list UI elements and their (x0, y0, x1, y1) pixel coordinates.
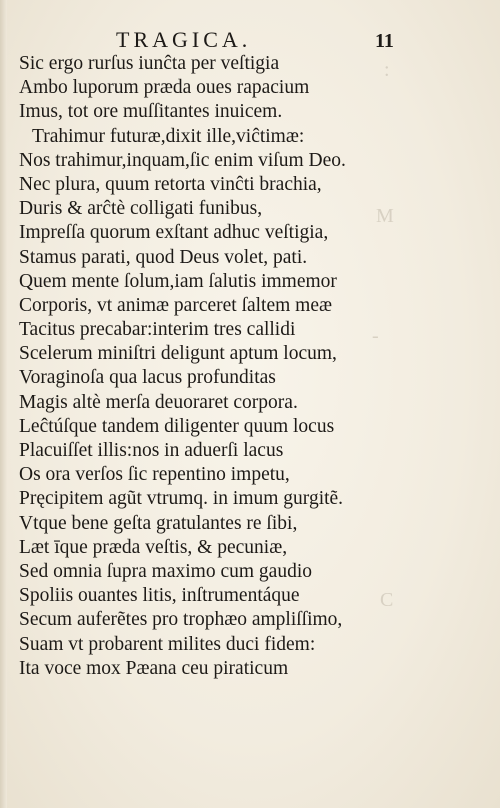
verse-line: Nos trahimur,inquam,ſic enim viſum Deo. (19, 149, 346, 171)
verse-line: Sed omnia ſupra maximo cum gaudio (19, 560, 312, 582)
verse-line: Leĉtúſque tandem diligenter quum locus (19, 415, 335, 437)
page-gutter (0, 0, 7, 808)
verse-line: Magis altè merſa deuoraret corpora. (19, 391, 298, 413)
verse-block (19, 52, 399, 681)
verse-line: Suam vt probarent milites duci fidem: (19, 633, 316, 655)
verse-line: Quem mente ſolum,iam ſalutis immemor (19, 270, 337, 292)
verse-line: Ambo luporum præda oues rapacium (19, 77, 310, 99)
verse-line: Tacitus precabar:interim tres callidi (19, 319, 296, 341)
verse-line: Voraginoſa qua lacus profunditas (19, 367, 276, 389)
verse-line: Placuiſſet illis:nos in aduerſi lacus (19, 440, 284, 461)
bleed-through-mark: : (384, 59, 390, 81)
verse-line: Sic ergo rurſus iunĉta per veſtigia (19, 53, 280, 74)
verse-line: Corporis, vt animæ parceret ſaltem meæ (19, 294, 332, 316)
verse-line: Impreſſa quorum exſtant adhuc veſtigia, (19, 222, 329, 244)
verse-line: Imus, tot ore muſſitantes inuicem. (19, 101, 283, 123)
verse-line: Secum auferẽtes pro trophæo ampliſſimo, (19, 609, 343, 631)
bleed-through-mark: M (376, 205, 394, 227)
page-number: 11 (375, 30, 394, 52)
verse-line: Vtque bene geſta gratulantes re ſibi, (19, 512, 298, 534)
verse-line: Læt īque præda veſtis, & pecuniæ, (19, 536, 288, 558)
verse-line: Os ora verſos ſic repentino impetu, (19, 464, 290, 486)
verse-line: Duris & arĉtè colligati funibus, (19, 198, 263, 220)
verse-line: Pręcipitem agũt vtrumq. in imum gurgitẽ. (19, 488, 344, 510)
running-title: TRAGICA. (116, 27, 252, 52)
bleed-through-mark: - (372, 325, 379, 347)
verse-line: Nec plura, quum retorta vinĉti brachia, (19, 173, 322, 195)
verse-line: Scelerum miniſtri deligunt aptum locum, (19, 343, 337, 365)
verse-line: Stamus parati, quod Deus volet, pati. (19, 246, 308, 268)
verse-line: Trahimur futuræ,dixit ille,viĉtimæ: (32, 125, 305, 147)
bleed-through-mark: C (380, 589, 394, 611)
verse-line: Ita voce mox Pæana ceu piraticum (19, 657, 289, 679)
verse-line: Spoliis ouantes litis, inſtrumentáque (19, 585, 300, 607)
